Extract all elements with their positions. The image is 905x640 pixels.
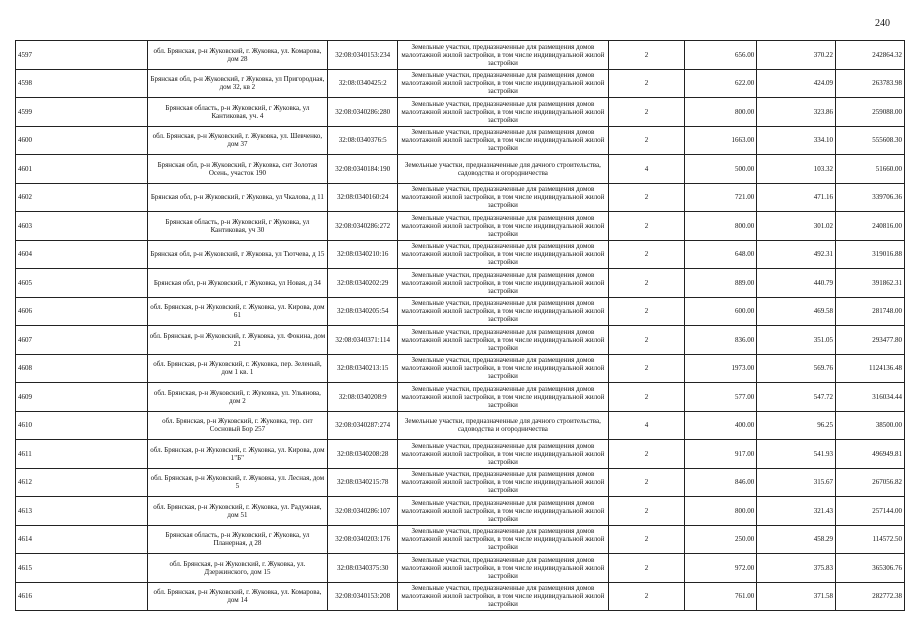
- specific-value-cell: 370.22: [757, 41, 836, 70]
- table-row: [16, 269, 905, 298]
- address-cell-text: обл. Брянская, р-н Жуковский, г. Жуковка, пер. Зеленый, дом 1 кв. 1: [153, 360, 322, 377]
- land-use-cell-text: Земельные участки, предназначенные для размещения домов малоэтажной жилой застройки, в том числе индивидуальной жилой застройки: [401, 555, 605, 580]
- address-cell: [147, 183, 328, 212]
- table-row: [16, 98, 905, 127]
- address-cell: [147, 440, 328, 469]
- address-cell: [147, 468, 328, 497]
- area-cell: 250.00: [685, 525, 757, 554]
- land-use-cell-text: Земельные участки, предназначенные для размещения домов малоэтажной жилой застройки, в том числе индивидуальной жилой застройки: [401, 356, 605, 381]
- land-use-cell: [398, 297, 608, 326]
- table-row: [16, 155, 905, 184]
- land-use-cell-text: Земельные участки, предназначенные для дачного строительства, садоводства и огородничества: [404, 160, 601, 177]
- cadastral-number-cell: 32:08:0340184:190: [328, 155, 398, 184]
- area-cell: 761.00: [685, 582, 757, 611]
- cadastral-number-cell: 32:08:0340203:176: [328, 525, 398, 554]
- category-cell: 2: [608, 525, 685, 554]
- address-cell-text: Брянская область, р-н Жуковский, г Жуковка, ул Планерная, д 28: [165, 531, 310, 548]
- table-row: [16, 440, 905, 469]
- land-use-cell: [398, 411, 608, 440]
- category-cell: 2: [608, 497, 685, 526]
- specific-value-cell: 334.10: [757, 126, 836, 155]
- row-number: 4601: [16, 155, 148, 184]
- address-cell: [147, 554, 328, 583]
- category-cell: 2: [608, 240, 685, 269]
- area-cell: 721.00: [685, 183, 757, 212]
- cadastral-value-cell: 496949.81: [836, 440, 905, 469]
- specific-value-cell: 351.05: [757, 326, 836, 355]
- category-cell: 4: [608, 411, 685, 440]
- area-cell: 846.00: [685, 468, 757, 497]
- category-cell: 2: [608, 326, 685, 355]
- land-use-cell: [398, 554, 608, 583]
- table-row: [16, 554, 905, 583]
- land-use-cell: [398, 212, 608, 241]
- specific-value-cell: 103.32: [757, 155, 836, 184]
- area-cell: 648.00: [685, 240, 757, 269]
- address-cell-text: обл. Брянская, р-н Жуковский, г. Жуковка, ул. Ульянова, дом 2: [153, 388, 321, 405]
- address-cell: [147, 326, 328, 355]
- cadastral-value-cell: 391862.31: [836, 269, 905, 298]
- specific-value-cell: 471.16: [757, 183, 836, 212]
- land-use-cell-text: Земельные участки, предназначенные для размещения домов малоэтажной жилой застройки, в том числе индивидуальной жилой застройки: [401, 384, 605, 409]
- address-cell: [147, 582, 328, 611]
- land-use-cell-text: Земельные участки, предназначенные для размещения домов малоэтажной жилой застройки, в том числе индивидуальной жилой застройки: [401, 470, 605, 495]
- row-number: 4613: [16, 497, 148, 526]
- address-cell-text: Брянская область, р-н Жуковский, г Жуковка, ул Кантиковая, уч 30: [165, 217, 310, 234]
- cadastral-number-cell: 32:08:0340286:107: [328, 497, 398, 526]
- cadastral-number-cell: 32:08:0340208:28: [328, 440, 398, 469]
- specific-value-cell: 458.29: [757, 525, 836, 554]
- specific-value-cell: 371.58: [757, 582, 836, 611]
- land-use-cell: [398, 525, 608, 554]
- address-cell-text: Брянская область, р-н Жуковский, г Жуковка, ул Кантиковая, уч. 4: [165, 103, 310, 120]
- land-use-cell-text: Земельные участки, предназначенные для размещения домов малоэтажной жилой застройки, в том числе индивидуальной жилой застройки: [401, 327, 605, 352]
- page-number: 240: [875, 18, 890, 29]
- cadastral-number-cell: 32:08:0340371:114: [328, 326, 398, 355]
- specific-value-cell: 569.76: [757, 354, 836, 383]
- land-use-cell: [398, 383, 608, 412]
- land-use-cell: [398, 155, 608, 184]
- address-cell: [147, 240, 328, 269]
- address-cell: [147, 41, 328, 70]
- address-cell: [147, 69, 328, 98]
- cadastral-number-cell: 32:08:0340210:16: [328, 240, 398, 269]
- row-number: 4612: [16, 468, 148, 497]
- area-cell: 889.00: [685, 269, 757, 298]
- specific-value-cell: 424.09: [757, 69, 836, 98]
- table-row: [16, 126, 905, 155]
- address-cell: [147, 98, 328, 127]
- address-cell-text: Брянская обл, р-н Жуковский, г Жуковка, снт Золотая Осень, участок 190: [157, 160, 318, 177]
- land-use-cell: [398, 240, 608, 269]
- cadastral-number-cell: 32:08:0340208:9: [328, 383, 398, 412]
- address-cell-text: обл. Брянская, р-н Жуковский, г. Жуковка, ул. Комарова, дом 28: [153, 46, 322, 63]
- land-use-cell-text: Земельные участки, предназначенные для размещения домов малоэтажной жилой застройки, в том числе индивидуальной жилой застройки: [401, 99, 605, 124]
- address-cell: [147, 525, 328, 554]
- cadastral-value-cell: 293477.80: [836, 326, 905, 355]
- category-cell: 2: [608, 297, 685, 326]
- land-use-cell-text: Земельные участки, предназначенные для размещения домов малоэтажной жилой застройки, в том числе индивидуальной жилой застройки: [401, 42, 605, 67]
- land-use-cell-text: Земельные участки, предназначенные для дачного строительства, садоводства и огородничества: [404, 417, 601, 434]
- land-use-cell-text: Земельные участки, предназначенные для размещения домов малоэтажной жилой застройки, в том числе индивидуальной жилой застройки: [401, 185, 605, 210]
- row-number: 4607: [16, 326, 148, 355]
- row-number: 4599: [16, 98, 148, 127]
- category-cell: 2: [608, 183, 685, 212]
- area-cell: 800.00: [685, 98, 757, 127]
- cadastral-value-cell: 365306.76: [836, 554, 905, 583]
- table-row: [16, 525, 905, 554]
- land-use-cell-text: Земельные участки, предназначенные для размещения домов малоэтажной жилой застройки, в том числе индивидуальной жилой застройки: [401, 242, 605, 267]
- address-cell-text: обл. Брянская, р-н Жуковский, г. Жуковка, ул. Кирова, дом 1"Б": [150, 445, 325, 462]
- address-cell-text: обл. Брянская, р-н Жуковский, г. Жуковка, ул. Дзержинского, дом 15: [169, 559, 306, 576]
- row-number: 4614: [16, 525, 148, 554]
- table-body: [16, 41, 905, 611]
- address-cell-text: Брянская обл, р-н Жуковский, г Жуковка, ул Чкалова, д 11: [150, 193, 324, 202]
- row-number: 4611: [16, 440, 148, 469]
- land-use-cell-text: Земельные участки, предназначенные для размещения домов малоэтажной жилой застройки, в том числе индивидуальной жилой застройки: [401, 441, 605, 466]
- address-cell-text: обл. Брянская, р-н Жуковский, г. Жуковка, ул. Комарова, дом 14: [153, 588, 322, 605]
- cadastral-value-cell: 51660.00: [836, 155, 905, 184]
- address-cell-text: обл. Брянская, р-н Жуковский, г. Жуковка, ул. Шевченко, дом 37: [152, 132, 323, 149]
- land-use-cell: [398, 440, 608, 469]
- category-cell: 2: [608, 41, 685, 70]
- specific-value-cell: 323.86: [757, 98, 836, 127]
- land-use-cell-text: Земельные участки, предназначенные для размещения домов малоэтажной жилой застройки, в том числе индивидуальной жилой застройки: [401, 71, 605, 96]
- row-number: 4609: [16, 383, 148, 412]
- row-number: 4610: [16, 411, 148, 440]
- land-use-cell: [398, 41, 608, 70]
- table-row: [16, 326, 905, 355]
- row-number: 4600: [16, 126, 148, 155]
- cadastral-number-cell: 32:08:0340286:272: [328, 212, 398, 241]
- address-cell: [147, 354, 328, 383]
- area-cell: 600.00: [685, 297, 757, 326]
- area-cell: 500.00: [685, 155, 757, 184]
- address-cell-text: Брянская обл, р-н Жуковский, г Жуковка, ул Пригородная, дом 32, кв 2: [150, 75, 325, 92]
- specific-value-cell: 375.83: [757, 554, 836, 583]
- row-number: 4598: [16, 69, 148, 98]
- address-cell: [147, 297, 328, 326]
- area-cell: 622.00: [685, 69, 757, 98]
- cadastral-number-cell: 32:08:0340215:78: [328, 468, 398, 497]
- cadastral-number-cell: 32:08:0340287:274: [328, 411, 398, 440]
- cadastral-value-cell: 555608.30: [836, 126, 905, 155]
- cadastral-number-cell: 32:08:0340153:208: [328, 582, 398, 611]
- cadastral-value-cell: 267056.82: [836, 468, 905, 497]
- category-cell: 2: [608, 69, 685, 98]
- category-cell: 4: [608, 155, 685, 184]
- table-row: [16, 582, 905, 611]
- specific-value-cell: 96.25: [757, 411, 836, 440]
- address-cell: [147, 126, 328, 155]
- table-row: [16, 69, 905, 98]
- area-cell: 656.00: [685, 41, 757, 70]
- land-use-cell: [398, 354, 608, 383]
- cadastral-value-cell: 339706.36: [836, 183, 905, 212]
- row-number: 4606: [16, 297, 148, 326]
- area-cell: 972.00: [685, 554, 757, 583]
- area-cell: 800.00: [685, 212, 757, 241]
- category-cell: 2: [608, 554, 685, 583]
- land-use-cell: [398, 183, 608, 212]
- area-cell: 800.00: [685, 497, 757, 526]
- cadastral-number-cell: 32:08:0340375:30: [328, 554, 398, 583]
- row-number: 4602: [16, 183, 148, 212]
- category-cell: 2: [608, 126, 685, 155]
- category-cell: 2: [608, 98, 685, 127]
- specific-value-cell: 321.43: [757, 497, 836, 526]
- table-row: [16, 497, 905, 526]
- cadastral-value-cell: 257144.00: [836, 497, 905, 526]
- land-use-cell: [398, 326, 608, 355]
- address-cell: [147, 269, 328, 298]
- table-row: [16, 468, 905, 497]
- area-cell: 836.00: [685, 326, 757, 355]
- cadastral-value-cell: 240816.00: [836, 212, 905, 241]
- area-cell: 917.00: [685, 440, 757, 469]
- area-cell: 1663.00: [685, 126, 757, 155]
- land-use-cell-text: Земельные участки, предназначенные для размещения домов малоэтажной жилой застройки, в том числе индивидуальной жилой застройки: [401, 299, 605, 324]
- land-use-cell-text: Земельные участки, предназначенные для размещения домов малоэтажной жилой застройки, в том числе индивидуальной жилой застройки: [401, 128, 605, 153]
- land-use-cell: [398, 497, 608, 526]
- table-row: [16, 411, 905, 440]
- cadastral-number-cell: 32:08:0340153:234: [328, 41, 398, 70]
- specific-value-cell: 469.58: [757, 297, 836, 326]
- area-cell: 400.00: [685, 411, 757, 440]
- cadastral-value-cell: 319016.88: [836, 240, 905, 269]
- table-row: [16, 41, 905, 70]
- cadastral-number-cell: 32:08:0340425:2: [328, 69, 398, 98]
- cadastral-value-cell: 1124136.48: [836, 354, 905, 383]
- cadastral-value-cell: 263783.98: [836, 69, 905, 98]
- address-cell-text: обл. Брянская, р-н Жуковский, г. Жуковка, ул. Фокина, дом 21: [149, 331, 326, 348]
- cadastral-number-cell: 32:08:0340202:29: [328, 269, 398, 298]
- land-use-cell: [398, 582, 608, 611]
- land-use-cell-text: Земельные участки, предназначенные для размещения домов малоэтажной жилой застройки, в том числе индивидуальной жилой застройки: [401, 213, 605, 238]
- address-cell-text: обл. Брянская, р-н Жуковский, г. Жуковка, ул. Радужная, дом 51: [153, 502, 322, 519]
- address-cell-text: обл. Брянская, р-н Жуковский, г. Жуковка, ул. Лесная, дом 5: [150, 474, 325, 491]
- category-cell: 2: [608, 354, 685, 383]
- row-number: 4608: [16, 354, 148, 383]
- row-number: 4615: [16, 554, 148, 583]
- row-number: 4603: [16, 212, 148, 241]
- specific-value-cell: 301.02: [757, 212, 836, 241]
- land-use-cell: [398, 126, 608, 155]
- land-use-cell-text: Земельные участки, предназначенные для размещения домов малоэтажной жилой застройки, в том числе индивидуальной жилой застройки: [401, 498, 605, 523]
- address-cell: [147, 212, 328, 241]
- address-cell-text: Брянская обл, р-н Жуковский, г Жуковка, ул Тютчева, д 15: [150, 250, 325, 259]
- area-cell: 577.00: [685, 383, 757, 412]
- cadastral-number-cell: 32:08:0340286:280: [328, 98, 398, 127]
- cadastral-value-cell: 259088.00: [836, 98, 905, 127]
- category-cell: 2: [608, 383, 685, 412]
- address-cell: [147, 383, 328, 412]
- table-row: [16, 212, 905, 241]
- cadastral-number-cell: 32:08:0340376:5: [328, 126, 398, 155]
- land-use-cell: [398, 98, 608, 127]
- address-cell-text: обл. Брянская, р-н Жуковский, г. Жуковка, ул. Кирова, дом 61: [150, 303, 325, 320]
- specific-value-cell: 440.79: [757, 269, 836, 298]
- row-number: 4604: [16, 240, 148, 269]
- cadastral-value-cell: 282772.38: [836, 582, 905, 611]
- address-cell-text: Брянская обл, р-н Жуковский, г Жуковка, ул Новая, д 34: [153, 278, 321, 287]
- category-cell: 2: [608, 269, 685, 298]
- table-row: [16, 383, 905, 412]
- table-row: [16, 240, 905, 269]
- table-row: [16, 183, 905, 212]
- category-cell: 2: [608, 468, 685, 497]
- cadastral-number-cell: 32:08:0340160:24: [328, 183, 398, 212]
- table-row: [16, 354, 905, 383]
- land-use-cell-text: Земельные участки, предназначенные для размещения домов малоэтажной жилой застройки, в том числе индивидуальной жилой застройки: [401, 270, 605, 295]
- land-use-cell: [398, 69, 608, 98]
- cadastral-value-cell: 38500.00: [836, 411, 905, 440]
- cadastral-value-cell: 316034.44: [836, 383, 905, 412]
- cadastral-number-cell: 32:08:0340213:15: [328, 354, 398, 383]
- address-cell-text: обл. Брянская, р-н Жуковский, г. Жуковка, тер. снт Сосновый Бор 257: [162, 417, 313, 434]
- specific-value-cell: 547.72: [757, 383, 836, 412]
- category-cell: 2: [608, 212, 685, 241]
- table-row: [16, 297, 905, 326]
- cadastral-number-cell: 32:08:0340205:54: [328, 297, 398, 326]
- specific-value-cell: 541.93: [757, 440, 836, 469]
- land-use-cell-text: Земельные участки, предназначенные для размещения домов малоэтажной жилой застройки, в том числе индивидуальной жилой застройки: [401, 527, 605, 552]
- land-use-cell: [398, 468, 608, 497]
- category-cell: 2: [608, 582, 685, 611]
- land-registry-table: [15, 40, 905, 611]
- row-number: 4616: [16, 582, 148, 611]
- land-use-cell: [398, 269, 608, 298]
- address-cell: [147, 155, 328, 184]
- land-use-cell-text: Земельные участки, предназначенные для размещения домов малоэтажной жилой застройки, в том числе индивидуальной жилой застройки: [401, 584, 605, 609]
- address-cell: [147, 411, 328, 440]
- row-number: 4605: [16, 269, 148, 298]
- row-number: 4597: [16, 41, 148, 70]
- area-cell: 1973.00: [685, 354, 757, 383]
- address-cell: [147, 497, 328, 526]
- cadastral-value-cell: 114572.50: [836, 525, 905, 554]
- cadastral-value-cell: 242864.32: [836, 41, 905, 70]
- specific-value-cell: 315.67: [757, 468, 836, 497]
- cadastral-value-cell: 281748.00: [836, 297, 905, 326]
- category-cell: 2: [608, 440, 685, 469]
- specific-value-cell: 492.31: [757, 240, 836, 269]
